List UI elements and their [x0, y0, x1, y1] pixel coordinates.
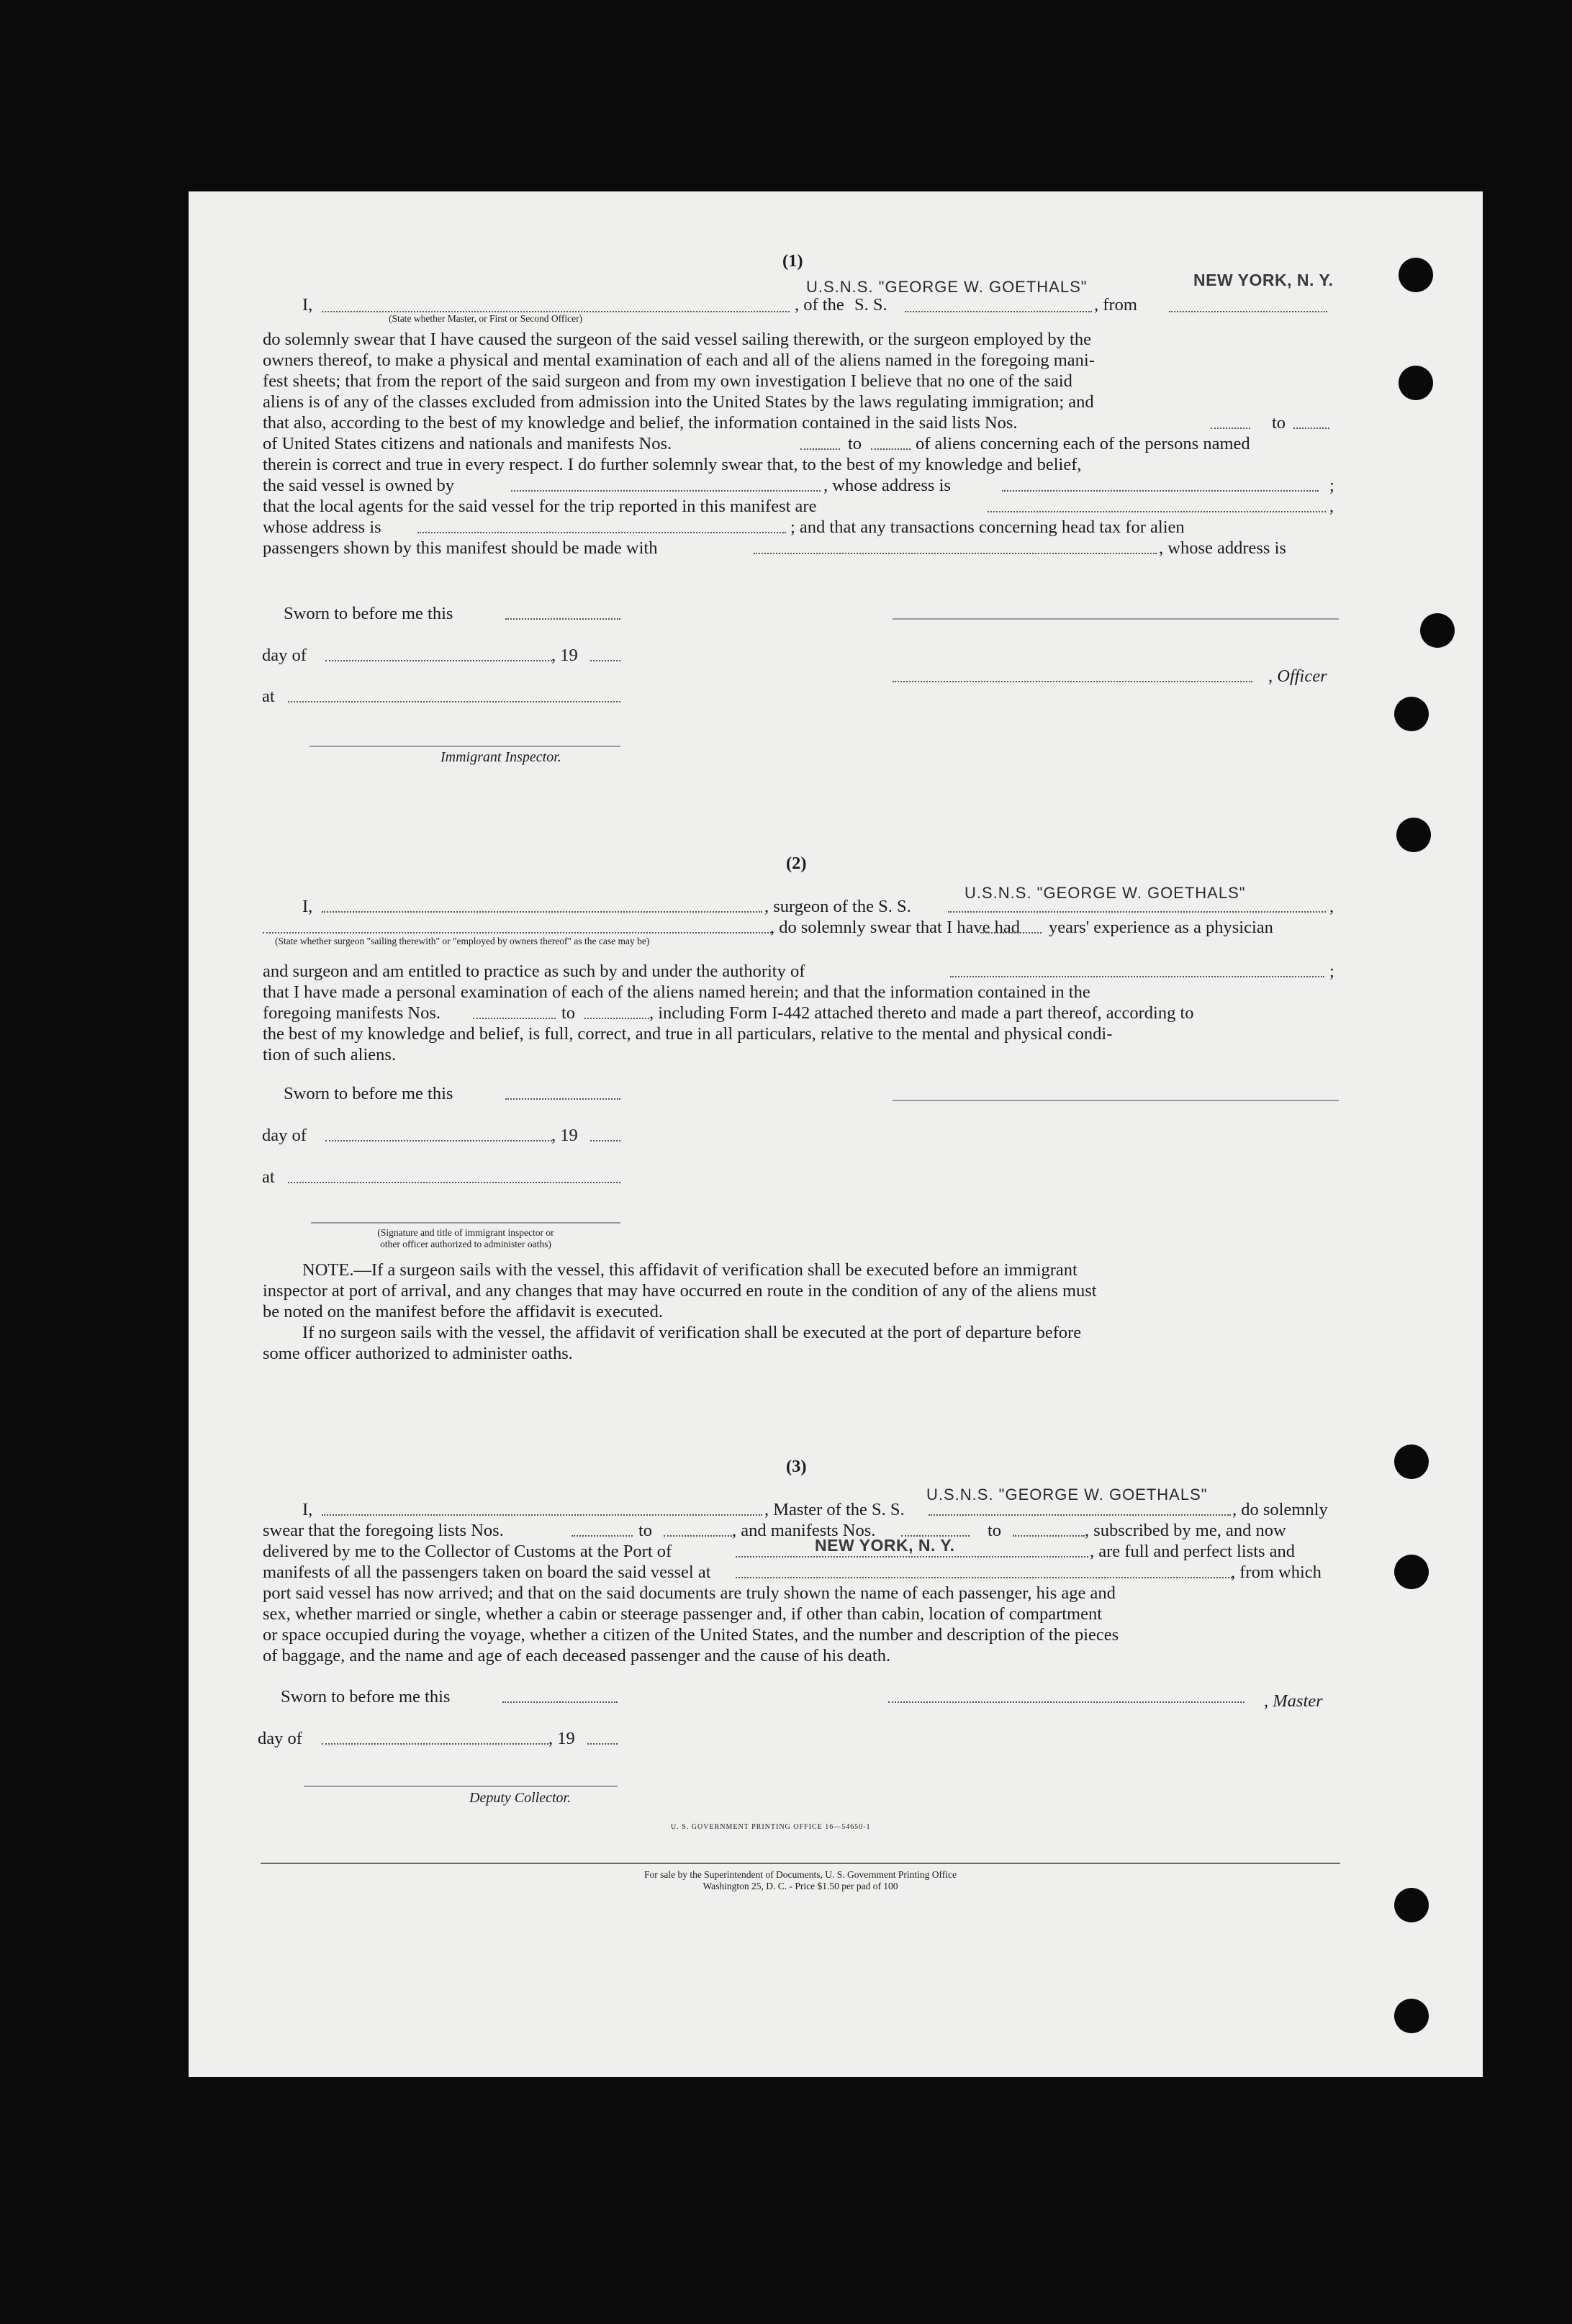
s3-manifests-to-field[interactable]	[1013, 1535, 1085, 1537]
s3-year-field[interactable]	[587, 1743, 618, 1745]
s3-sworn-day-field[interactable]	[502, 1701, 618, 1703]
manifest-affidavit-page	[189, 191, 1483, 2077]
binder-hole-6	[1394, 1444, 1429, 1479]
s1-vessel-field[interactable]	[905, 311, 1092, 312]
s2-para-line-3c: , including Form I-442 attached thereto and made a part thereof, according to	[649, 1003, 1194, 1023]
section-1-number: (1)	[782, 251, 803, 271]
s2-sig-note-1: (Signature and title of immigrant inspector or	[377, 1227, 554, 1238]
section-3-number: (3)	[786, 1457, 807, 1476]
s1-manifest-from-field[interactable]	[800, 448, 840, 450]
s2-note-line-4: If no surgeon sails with the vessel, the affidavit of verification shall be executed at the port of departure before	[302, 1323, 1082, 1342]
s3-para-line-6: or space occupied during the voyage, whether a citizen of the United States, and the number and description of the pieces	[263, 1625, 1119, 1645]
s3-to-1: to	[638, 1521, 653, 1540]
s1-para-line-11: passengers shown by this manifest should be made with	[263, 538, 658, 558]
s1-para-line-4: aliens is of any of the classes excluded from admission into the United States by the laws regulating immigration; and	[263, 392, 1094, 412]
s2-note-line-2: inspector at port of arrival, and any changes that may have occurred en route in the condition of any of the aliens must	[263, 1281, 1097, 1301]
s2-line-2a: , do solemnly swear that I have had	[770, 918, 1020, 937]
binder-hole-3	[1420, 613, 1455, 648]
s1-at-field[interactable]	[288, 701, 620, 702]
s3-vessel-field[interactable]	[929, 1514, 1231, 1516]
s1-officer-label: , Officer	[1268, 666, 1327, 686]
s2-para-line-4: the best of my knowledge and belief, is full, correct, and true in all particulars, relative to the mental and physical condi-	[263, 1024, 1113, 1044]
s3-sworn-label: Sworn to before me this	[281, 1687, 451, 1706]
binder-hole-2	[1399, 366, 1433, 400]
binder-hole-8	[1394, 1888, 1429, 1922]
s2-day-of-label: day of	[262, 1126, 307, 1145]
s1-list-to-field[interactable]	[1293, 428, 1329, 429]
s2-para-line-1: and surgeon and am entitled to practice as such by and under the authority of	[263, 962, 805, 981]
s1-whose-address-2: , whose address is	[1159, 538, 1286, 558]
s1-para-line-5: that also, according to the best of my knowledge and belief, the information contained in the said lists Nos.	[263, 413, 1018, 433]
s3-port-field[interactable]	[736, 1556, 1088, 1557]
s2-authority-field[interactable]	[950, 976, 1324, 977]
s1-para-line-6: of United States citizens and nationals and manifests Nos.	[263, 434, 672, 453]
s3-full-perfect: , are full and perfect lists and	[1090, 1542, 1296, 1561]
s1-rank-note: (State whether Master, or First or Second Officer)	[389, 313, 583, 324]
sale-note-2: Washington 25, D. C. - Price $1.50 per pad of 100	[703, 1881, 898, 1891]
s1-port-stamp: NEW YORK, N. Y.	[1193, 271, 1334, 289]
s2-manifest-to-field[interactable]	[584, 1018, 649, 1019]
s1-para-line-10: whose address is	[263, 517, 381, 537]
s1-agents-address-field[interactable]	[417, 532, 786, 533]
s1-to-1: to	[1272, 413, 1286, 433]
s2-status-note: (State whether surgeon "sailing therewith" or "employed by owners thereof" as the case may be)	[275, 936, 650, 946]
s3-i: I,	[302, 1500, 313, 1519]
s1-para-line-7: therein is correct and true in every respect. I do further solemnly swear that, to the best of my knowledge and belief,	[263, 455, 1082, 474]
gpo-imprint: U. S. GOVERNMENT PRINTING OFFICE 16—54650-1	[671, 1823, 871, 1831]
s1-from: , from	[1094, 295, 1137, 315]
s1-to-2: to	[848, 434, 862, 453]
s1-list-from-field[interactable]	[1211, 428, 1250, 429]
s2-vessel-field[interactable]	[948, 911, 1326, 913]
s2-at-label: at	[262, 1167, 275, 1187]
s1-at-label: at	[262, 687, 275, 706]
s2-manifest-from-field[interactable]	[473, 1018, 556, 1019]
s1-officer-rank-field[interactable]	[322, 311, 790, 312]
s2-year-prefix: , 19	[551, 1126, 578, 1145]
s1-para-line-6c: of aliens concerning each of the persons named	[916, 434, 1250, 453]
s2-note-line-3: be noted on the manifest before the affidavit is executed.	[263, 1302, 664, 1321]
s1-day-of-field[interactable]	[325, 660, 552, 661]
s3-master-name-field[interactable]	[322, 1514, 762, 1516]
s2-comma: ,	[1329, 897, 1334, 916]
s2-note-line-1: NOTE.—If a surgeon sails with the vessel, this affidavit of verification shall be executed before an immigrant	[302, 1260, 1078, 1280]
s3-collector-label: Deputy Collector.	[469, 1790, 572, 1806]
s2-at-field[interactable]	[288, 1182, 620, 1183]
s3-master-signature-field[interactable]	[888, 1701, 1244, 1703]
s1-para-line-1: do solemnly swear that I have caused the surgeon of the said vessel sailing therewith, or the surgeon employed by the	[263, 330, 1091, 349]
s2-sailing-status-field[interactable]	[263, 932, 772, 933]
s1-year-prefix: , 19	[551, 646, 578, 665]
s1-para-line-9: that the local agents for the said vessel for the trip reported in this manifest are	[263, 497, 817, 516]
s3-lists-from-field[interactable]	[572, 1535, 633, 1537]
s2-sig-note-2: other officer authorized to administer oaths)	[380, 1239, 551, 1249]
s1-manifest-to-field[interactable]	[871, 448, 911, 450]
s1-signature-line[interactable]	[893, 618, 1339, 620]
binder-hole-5	[1396, 818, 1431, 852]
s1-agents-field[interactable]	[988, 511, 1326, 512]
s1-year-field[interactable]	[590, 660, 620, 661]
binder-hole-7	[1394, 1555, 1429, 1589]
s3-para-line-5: sex, whether married or single, whether a cabin or steerage passenger and, if other than cabin, location of compartment	[263, 1604, 1103, 1624]
s2-note-line-5: some officer authorized to administer oaths.	[263, 1344, 573, 1363]
s3-para-line-7: of baggage, and the name and age of each deceased passenger and the cause of his death.	[263, 1646, 891, 1665]
s1-semicolon-1: ;	[1329, 476, 1334, 495]
s3-to-2: to	[988, 1521, 1002, 1540]
s2-year-field[interactable]	[590, 1140, 620, 1141]
s3-vessel-name: U.S.N.S. "GEORGE W. GOETHALS"	[926, 1486, 1208, 1504]
s3-from-which: , from which	[1231, 1563, 1322, 1582]
s2-to: to	[561, 1003, 576, 1023]
s3-para-line-3: manifests of all the passengers taken on board the said vessel at	[263, 1563, 711, 1582]
s3-do-solemnly: , do solemnly	[1232, 1500, 1328, 1519]
s3-para-line-2: delivered by me to the Collector of Customs at the Port of	[263, 1542, 672, 1561]
s3-day-of-label: day of	[258, 1729, 302, 1748]
s3-and-manifests: , and manifests Nos.	[732, 1521, 876, 1540]
s3-lists-to-field[interactable]	[664, 1535, 732, 1537]
binder-hole-1	[1399, 258, 1433, 292]
s1-i: I,	[302, 295, 313, 315]
s2-surgeon-of: , surgeon of the S. S.	[764, 897, 911, 916]
s3-port-stamp: NEW YORK, N. Y.	[815, 1536, 955, 1555]
s3-master-of: , Master of the S. S.	[764, 1500, 905, 1519]
s2-para-line-5: tion of such aliens.	[263, 1045, 397, 1064]
s1-para-line-3: fest sheets; that from the report of the said surgeon and from my own investigation I believe that no one of the said	[263, 371, 1072, 391]
s2-surgeon-name-field[interactable]	[322, 911, 762, 913]
section-2-number: (2)	[786, 854, 807, 873]
s3-para-line-1: swear that the foregoing lists Nos.	[263, 1521, 504, 1540]
s2-para-line-2: that I have made a personal examination of each of the aliens named herein; and that the information contained in the	[263, 982, 1090, 1002]
s2-day-of-field[interactable]	[325, 1140, 552, 1141]
s2-sworn-label: Sworn to before me this	[284, 1084, 453, 1103]
s1-of-the: , of the	[795, 295, 844, 315]
s1-inspector-label: Immigrant Inspector.	[441, 749, 561, 765]
s3-year-prefix: , 19	[548, 1729, 575, 1748]
s1-para-line-8: the said vessel is owned by	[263, 476, 455, 495]
s1-sworn-label: Sworn to before me this	[284, 604, 453, 623]
s1-vessel-prefix: S. S.	[854, 295, 887, 315]
s1-para-line-10b: ; and that any transactions concerning head tax for alien	[790, 517, 1185, 537]
s2-i: I,	[302, 897, 313, 916]
s2-sworn-day-field[interactable]	[505, 1098, 620, 1100]
s1-headtax-field[interactable]	[754, 553, 1157, 554]
s3-para-line-4: port said vessel has now arrived; and that on the said documents are truly shown the name of each passenger, his age and	[263, 1583, 1116, 1603]
s2-inspector-line[interactable]	[311, 1222, 620, 1224]
s1-owner-address-field[interactable]	[1002, 490, 1319, 492]
s1-day-of-label: day of	[262, 646, 307, 665]
s3-day-of-field[interactable]	[322, 1743, 548, 1745]
binder-hole-9	[1394, 1999, 1429, 2033]
s1-para-line-2: owners thereof, to make a physical and mental examination of each and all of the aliens named in the foregoing mani-	[263, 351, 1095, 370]
s3-boarding-port-field[interactable]	[736, 1577, 1232, 1578]
s2-para-line-3: foregoing manifests Nos.	[263, 1003, 441, 1023]
s1-inspector-line[interactable]	[310, 746, 620, 747]
s3-subscribed: , subscribed by me, and now	[1085, 1521, 1286, 1540]
s3-master-label: , Master	[1264, 1691, 1323, 1711]
s2-signature-line[interactable]	[893, 1100, 1339, 1101]
s1-owner-field[interactable]	[511, 490, 821, 492]
s2-semicolon: ;	[1329, 962, 1334, 981]
sale-note-1: For sale by the Superintendent of Documents, U. S. Government Printing Office	[644, 1869, 957, 1880]
s1-vessel-name: U.S.N.S. "GEORGE W. GOETHALS"	[806, 278, 1088, 296]
s2-years-field[interactable]	[980, 932, 1042, 933]
footer-rule	[261, 1863, 1340, 1864]
s1-port-field[interactable]	[1169, 311, 1327, 312]
s1-sworn-day-field[interactable]	[505, 618, 620, 620]
s1-officer-field[interactable]	[893, 681, 1252, 682]
s3-collector-line[interactable]	[304, 1786, 618, 1787]
s1-whose-address-1: , whose address is	[823, 476, 951, 495]
s2-line-2b: years' experience as a physician	[1049, 918, 1273, 937]
binder-hole-4	[1394, 697, 1429, 731]
s1-comma-9: ,	[1329, 497, 1334, 516]
s2-vessel-name: U.S.N.S. "GEORGE W. GOETHALS"	[965, 884, 1246, 902]
